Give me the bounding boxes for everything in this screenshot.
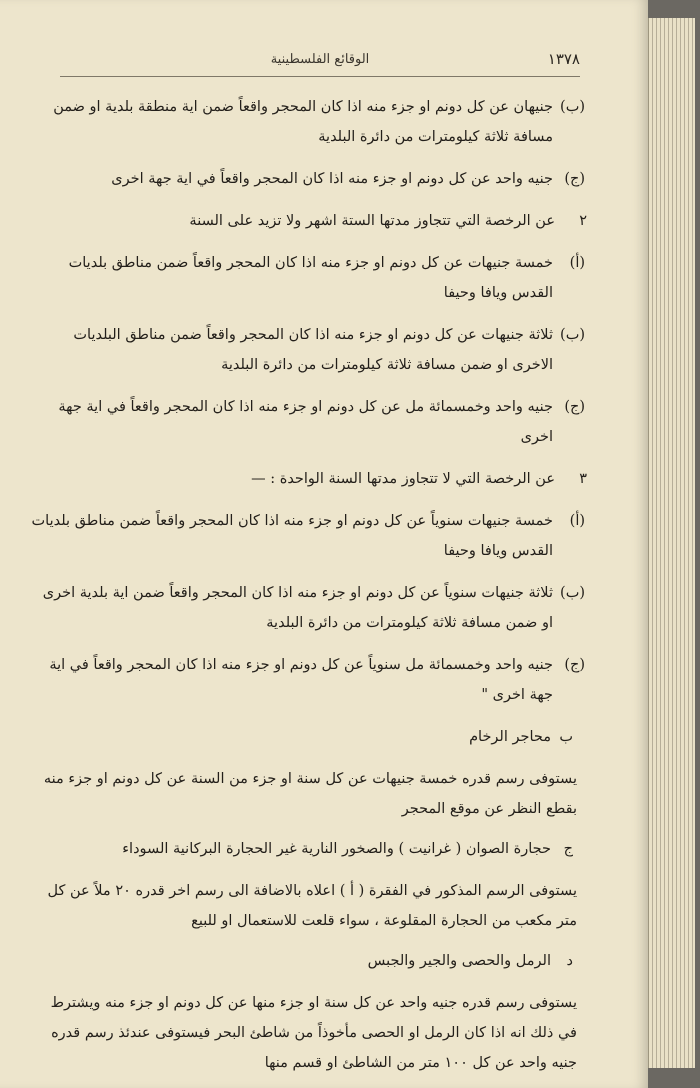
list-item <box>30 464 585 494</box>
item-text: جنيه واحد وخمسمائة مل عن كل دونم او جزء منه اذا كان المحجر واقعاً في اية جهة اخرى <box>58 399 553 445</box>
section-label: د <box>566 953 573 969</box>
list-item <box>30 392 585 452</box>
item-text: ثلاثة جنيهات سنوياً عن كل دونم او جزء منه اذا كان المحجر واقعاً ضمن اية بلدية اخرى او ضمن مسافة ثلاثة كيلومترات من دائرة البلدية <box>42 585 553 631</box>
item-text: خمسة جنيهات عن كل دونم او جزء منه اذا كان المحجر واقعاً ضمن مناطق بلديات القدس ويافا وحيفا <box>68 255 553 301</box>
paragraph: يستوفى الرسم المذكور في الفقرة ( أ ) اعلاه بالاضافة الى رسم اخر قدره ٢٠ ملاً عن كل متر مكعب من الحجارة المقلوعة ، سواء قلعت للاستعمال او للبيع <box>47 883 577 929</box>
section-title: الرمل والحصى والجير والجبس <box>367 953 551 969</box>
item-label: (ج) <box>564 399 585 415</box>
list-item <box>30 320 585 380</box>
section-heading <box>30 946 585 976</box>
item-label: (أ) <box>569 255 585 271</box>
item-label: (ب) <box>560 327 585 343</box>
list-item <box>30 506 585 566</box>
item-label: (ج) <box>564 171 585 187</box>
page-edges <box>648 18 695 1068</box>
section-heading <box>30 834 585 864</box>
section-heading <box>30 722 585 752</box>
item-text: عن الرخصة التي لا تتجاوز مدتها السنة الواحدة : — <box>251 471 555 487</box>
item-label: (ب) <box>560 99 585 115</box>
item-text: جنيه واحد عن كل دونم او جزء منه اذا كان المحجر واقعاً في اية جهة اخرى <box>111 171 553 187</box>
list-item <box>30 248 585 308</box>
section-label: ب <box>559 729 573 745</box>
list-item <box>30 92 585 152</box>
item-text: خمسة جنيهات سنوياً عن كل دونم او جزء منه اذا كان المحجر واقعاً ضمن مناطق بلديات القدس ويافا وحيفا <box>31 513 553 559</box>
item-text: عن الرخصة التي تتجاوز مدتها الستة اشهر ولا تزيد على السنة <box>189 213 555 229</box>
item-text: جنيه واحد وخمسمائة مل سنوياً عن كل دونم او جزء منه اذا كان المحجر واقعاً في اية جهة اخرى " <box>49 657 553 703</box>
section-label: ج <box>563 841 573 857</box>
page-body <box>30 92 585 1088</box>
list-item <box>30 578 585 638</box>
list-item <box>30 650 585 710</box>
list-item <box>30 164 585 194</box>
item-label: ٣ <box>579 471 587 487</box>
section-title: محاجر الرخام <box>469 729 551 745</box>
paragraph: يستوفى رسم قدره جنيه واحد عن كل سنة او جزء منها عن كل دونم او جزء منه ويشترط في ذلك انه اذا كان الرمل او الحصى مأخوذاً من شاطئ البحر فيستوفى عندئذ رسم قدره جنيه واحد عن كل ١٠٠ متر من الشاطئ او قسم منها <box>50 995 577 1071</box>
item-text: جنيهان عن كل دونم او جزء منه اذا كان المحجر واقعاً ضمن اية منطقة بلدية او ضمن مسافة ثلاثة كيلومترات من دائرة البلدية <box>53 99 553 145</box>
item-label: (ب) <box>560 585 585 601</box>
list-item <box>30 206 585 236</box>
item-label: (أ) <box>569 513 585 529</box>
paragraph: يستوفى رسم قدره خمسة جنيهات عن كل سنة او جزء من السنة عن كل دونم او جزء منه بقطع النظر عن موقع المحجر <box>43 771 577 817</box>
item-label: ٢ <box>579 213 587 229</box>
section-title: حجارة الصوان ( غرانيت ) والصخور النارية غير الحجارة البركانية السوداء <box>122 841 551 857</box>
item-label: (ج) <box>564 657 585 673</box>
item-text: ثلاثة جنيهات عن كل دونم او جزء منه اذا كان المحجر واقعاً ضمن مناطق البلديات الاخرى او ضمن مسافة ثلاثة كيلومترات من دائرة البلدية <box>73 327 553 373</box>
page-header <box>60 50 580 77</box>
page-number: ١٣٧٨ <box>547 50 580 68</box>
running-title: الوقائع الفلسطينية <box>270 52 370 67</box>
